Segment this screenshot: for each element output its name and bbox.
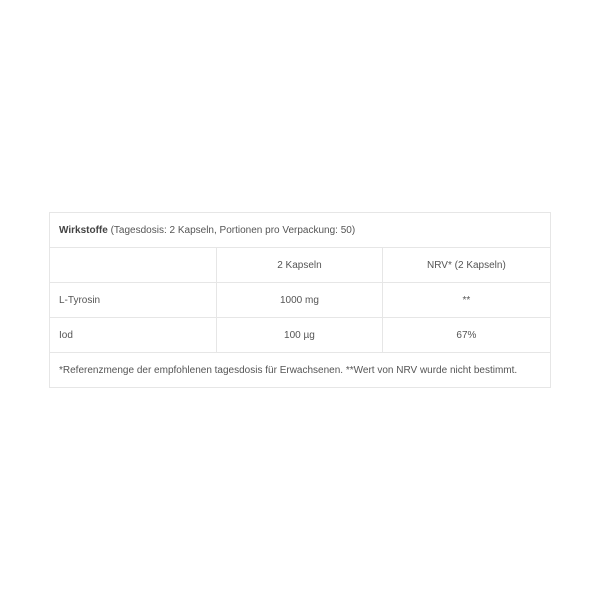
table-title-bold: Wirkstoffe (59, 224, 108, 236)
ingredient-amount: 100 µg (217, 318, 383, 353)
column-header-row (50, 248, 551, 283)
table-title-details: (Tagesdosis: 2 Kapseln, Portionen pro Verpackung: 50) (107, 224, 356, 236)
column-header-nrv: NRV* (2 Kapseln) (382, 248, 550, 283)
ingredient-nrv: ** (382, 283, 550, 318)
nutrition-table (49, 212, 551, 388)
table-title-cell (50, 213, 551, 248)
ingredient-name: Iod (50, 318, 217, 353)
ingredient-name: L-Tyrosin (50, 283, 217, 318)
ingredient-amount: 1000 mg (217, 283, 383, 318)
footnote-text: *Referenzmenge der empfohlenen tagesdosis für Erwachsenen. **Wert von NRV wurde nicht bestimmt. (50, 353, 551, 388)
column-header-amount: 2 Kapseln (217, 248, 383, 283)
table-row (50, 283, 551, 318)
ingredient-nrv: 67% (382, 318, 550, 353)
footnote-row (50, 353, 551, 388)
table-title-row (50, 213, 551, 248)
column-header-empty (50, 248, 217, 283)
table-row (50, 318, 551, 353)
